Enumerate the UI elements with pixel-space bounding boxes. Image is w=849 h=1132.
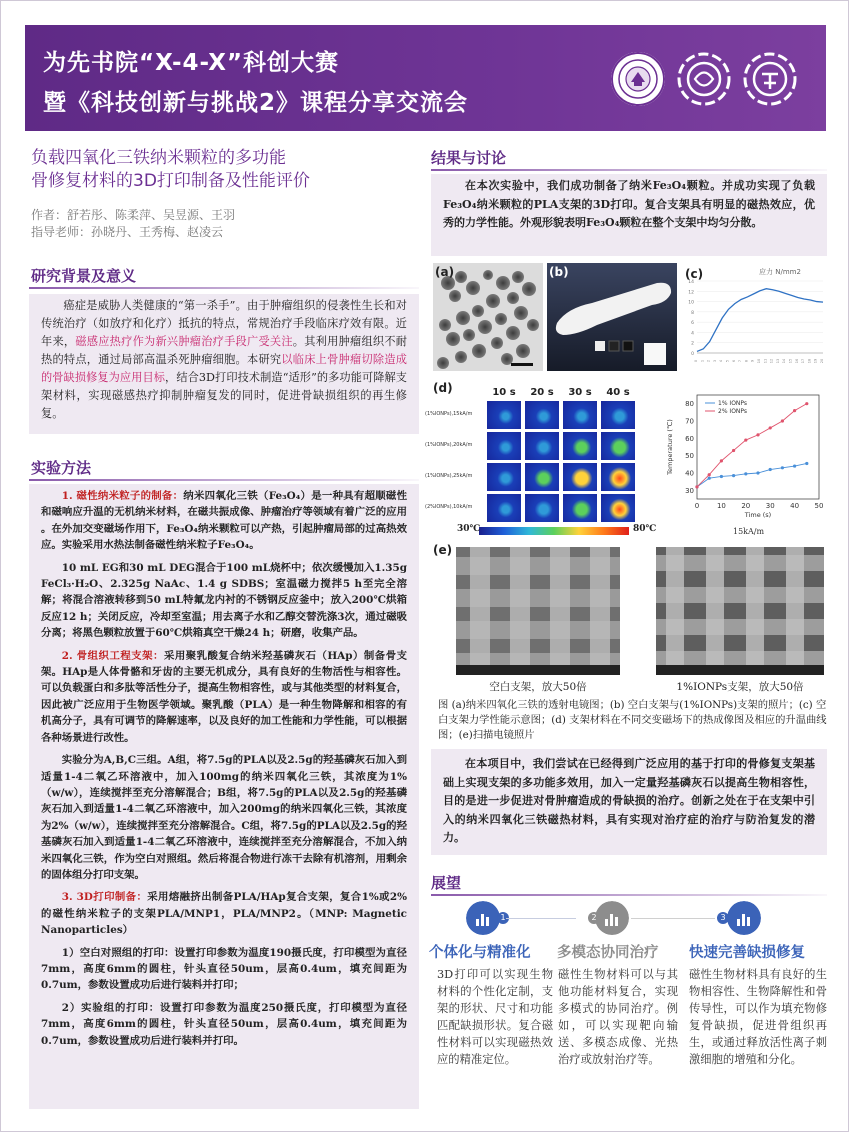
methods-step1-procedure: 10 mL EG和30 mL DEG混合于100 mL烧杯中；依次缓慢加入1.35g FeCl₃·H₂O、2.325g NaAc、1.4 g SDBS；室温磁力搅拌5 h至完全溶解；将混合溶液转移到50 mL特氟龙内衬的不锈钢反应釜中；放入200℃烘箱反应12 h；关闭反应，冷却至室温；用去离子水和乙醇交替洗涤3次，通过磁吸分离；将黑色颗粒放置于60℃烘箱真空干燥24 h；研磨，收集产品。 (41, 561, 407, 640)
authors: 作者：舒若彤、陈柔萍、吴昱源、王羽 (31, 208, 236, 222)
stress-x-tick: 3 (712, 359, 717, 363)
methods-step3-blank: 1）空白对照组的打印：设置打印参数为温度190摄氏度，打印模型为直径7mm，高度6mm的圆柱，针头直径50um，层高0.4um，填充间距为0.7um，参数设置成功后进行装料并打印； (41, 946, 407, 992)
methods-step2: 2. 骨组织工程支架：采用聚乳酸复合纳米羟基磷灰石（HAp）制备骨支架。HAp是人体骨骼和牙齿的主要无机成分，具有良好的生物活性与相容性。可以负载蛋白和多肽等活性分子，提高生物相容性，或与其他类型的材料复合，因此被广泛应用于生物医学领域。聚乳酸（PLA）是一种生物降解和相容的有机高分子，具有可调节的降解速率，以及良好的加工性能和力学性能，可以根据各种场景进行改性。 (41, 649, 407, 744)
thermal-row-label: (1%IONPs),15kA/m (425, 411, 473, 417)
temp-data-point (744, 438, 747, 441)
prospect-connector (506, 918, 576, 919)
bar-chart-icon (466, 901, 500, 935)
temp-y-tick: 70 (685, 417, 694, 426)
figure-label-b: (b) (549, 265, 569, 279)
thermal-colorbar-min: 30℃ (457, 524, 481, 534)
prospect-number: 1 (497, 912, 509, 924)
stress-x-tick: 8 (744, 359, 749, 363)
sem-image-blank-graphic (456, 547, 620, 675)
temp-y-tick: 80 (685, 400, 694, 409)
thermal-image-cell (601, 463, 635, 491)
university-seal-icon (611, 52, 665, 106)
header-title-line2: 暨《科技创新与挑战2》课程分享交流会 (43, 90, 469, 116)
header-banner (25, 25, 826, 131)
advisors: 指导老师：孙晓丹、王秀梅、赵凌云 (31, 225, 224, 239)
thermal-time-label: 40 s (606, 387, 630, 398)
thermal-row-label: (2%IONPs),10kA/m (425, 504, 473, 510)
temp-data-point (756, 471, 759, 474)
scaffold-photo (547, 263, 677, 371)
thermal-image-cell (525, 401, 559, 429)
temp-data-point (781, 419, 784, 422)
thermal-image-cell (525, 463, 559, 491)
stress-y-tick: 12 (688, 290, 694, 296)
temp-y-tick: 60 (685, 434, 694, 443)
temp-y-label: Temperature (℃) (666, 419, 674, 475)
temp-x-tick: 0 (694, 502, 700, 510)
stress-x-tick: 13 (775, 358, 780, 364)
sem-label-blank: 空白支架，放大50倍 (489, 681, 587, 693)
section-divider (29, 479, 419, 481)
prospect-text-2: 磁性生物材料可以与其他功能材料复合，实现多模式的协同治疗。例如，可以实现靶向输送、多模态成像、光热治疗或放射治疗等。 (558, 968, 678, 1066)
thermal-image-cell (487, 401, 521, 429)
stress-x-tick: 7 (738, 359, 743, 363)
prospect-heading: 展望 (431, 874, 462, 892)
methods-box (29, 484, 419, 1109)
stress-x-tick: 18 (807, 358, 812, 364)
temp-data-point (769, 468, 772, 471)
stress-x-tick: 2 (706, 359, 711, 363)
stress-y-tick: 2 (691, 341, 694, 347)
temp-data-point (732, 474, 735, 477)
stress-x-tick: 17 (801, 358, 806, 364)
college-emblem-icon (677, 52, 731, 106)
temp-data-point (769, 426, 772, 429)
temp-data-point (793, 409, 796, 412)
thermal-time-label: 30 s (568, 387, 592, 398)
paper-title: 负载四氧化三铁纳米颗粒的多功能 骨修复材料的3D打印制备及性能评价 (31, 148, 310, 191)
temperature-chart (663, 387, 827, 523)
stress-x-tick: 5 (725, 359, 730, 363)
thermal-time-label: 20 s (530, 387, 554, 398)
stress-x-tick: 11 (763, 358, 768, 364)
stress-series-line (697, 289, 823, 352)
prospect-text-3: 磁性生物材料具有良好的生物相容性、生物降解性和骨传导性，可以作为填充物修复骨缺损，促进骨组织再生，或通过释放活性离子刺激细胞的增殖和分化。 (689, 968, 827, 1066)
thermal-image-cell (487, 463, 521, 491)
bar-chart-icon (727, 901, 761, 935)
stress-x-tick: 16 (794, 358, 799, 364)
section-divider (29, 287, 419, 289)
thermal-image-cell (601, 432, 635, 460)
thermal-colorbar (479, 527, 629, 535)
temp-y-tick: 40 (685, 469, 694, 478)
temp-data-point (708, 473, 711, 476)
sem-label-ionps: 1%IONPs支架，放大50倍 (676, 681, 804, 693)
stress-x-tick: 0 (694, 359, 698, 363)
temp-series-line (697, 404, 807, 487)
stress-unit-label: 应力 N/mm2 (759, 268, 801, 276)
thermal-image-cell (487, 494, 521, 522)
temp-x-tick: 20 (741, 502, 751, 510)
prospect-title-3: 快速完善缺损修复 (689, 945, 805, 961)
results-heading: 结果与讨论 (431, 149, 507, 167)
authors-block (31, 207, 401, 241)
temp-data-point (805, 462, 808, 465)
prospect-number: 3 (717, 912, 729, 924)
prospect-connector (631, 918, 715, 919)
thermal-image-cell (563, 463, 597, 491)
methods-heading: 实验方法 (31, 459, 92, 477)
temp-y-tick: 50 (685, 452, 694, 461)
methods-step3: 3. 3D打印制备：采用熔融挤出制备PLA/HAp复合支架，复合1%或2%的磁性纳米粒子的支架PLA/MNP1，PLA/MNP2。（MNP: Magnetic Nanoparticles） (41, 891, 407, 937)
figure-label-e: (e) (433, 543, 453, 557)
stress-y-tick: 14 (688, 280, 694, 285)
section-divider (431, 169, 827, 171)
stress-x-tick: 20 (820, 358, 824, 364)
conclusion-box (431, 749, 827, 855)
scaffold-photo-graphic (547, 263, 677, 371)
temp-legend-entry: 2% IONPs (718, 408, 748, 416)
temp-data-point (805, 402, 808, 405)
figure-label-a: (a) (435, 265, 455, 279)
thermal-row-label: (1%IONPs),25kA/m (425, 473, 473, 479)
stress-x-tick: 12 (769, 358, 774, 364)
stress-y-tick: 6 (691, 321, 694, 327)
stress-x-tick: 14 (782, 358, 787, 364)
tem-image (433, 263, 543, 371)
temp-x-tick: 50 (814, 502, 824, 510)
stress-x-tick: 15 (788, 358, 793, 364)
stress-y-tick: 0 (691, 352, 694, 357)
figure-label-c: (c) (685, 267, 704, 281)
temp-data-point (720, 475, 723, 478)
thermal-image-cell (563, 432, 597, 460)
thermal-image-cell (563, 494, 597, 522)
temp-series-line (697, 463, 807, 486)
results-summary: 在本次实验中，我们成功制备了纳米Fe₃O₄颗粒。并成功实现了负载Fe₃O₄纳米颗粒的PLA支架的3D打印。复合支架具有明显的磁热效应，优秀的力学性能。外观形貌表明Fe₃O₄颗粒在整个支架中均匀分散。 (443, 179, 815, 229)
stress-x-tick: 4 (719, 359, 724, 363)
temp-x-tick: 40 (790, 502, 800, 510)
thermal-colorbar-max: 80℃ (633, 524, 657, 534)
thermal-image-cell (563, 401, 597, 429)
temp-data-point (732, 449, 735, 452)
thermal-image-cell (525, 432, 559, 460)
stress-y-tick: 4 (691, 331, 694, 337)
temp-data-point (756, 433, 759, 436)
thermal-row-label: (1%IONPs),20kA/m (425, 442, 473, 448)
results-summary-box (431, 174, 827, 256)
temperature-chart-svg (663, 387, 827, 523)
temp-data-point (708, 477, 711, 480)
temp-data-point (744, 472, 747, 475)
temp-data-point (695, 485, 698, 488)
background-paragraph: 癌症是威胁人类健康的“第一杀手”。由于肿瘤组织的侵袭性生长和对传统治疗（如放疗和化疗）抵抗的特点，常规治疗手段临床疗效有限。近年来，磁感应热疗作为新兴肿瘤治疗手段广受关注。其利用肿瘤组织不耐热的特点，通过局部高温杀死肿瘤细胞。本研究以临床上骨肿瘤切除造成的骨缺损修复为应用目标，结合3D打印技术制造“适形”的多功能可降解支架材料，实现磁感热疗抑制肿瘤复发的同时，促进骨缺损组织的再生修复。 (41, 299, 407, 420)
tem-image-graphic (433, 263, 543, 371)
temp-x-label: Time (s) (744, 511, 772, 519)
temp-y-tick: 30 (685, 486, 694, 495)
methods-step3-experiment: 2）实验组的打印：设置打印参数为温度250摄氏度，打印模型为直径7mm，高度6mm的圆柱，针头直径50um，层高0.4um，填充间距为0.7um，参数设置成功后进行装料并打印。 (41, 1001, 407, 1047)
academy-emblem-icon (743, 52, 797, 106)
temp-data-point (793, 464, 796, 467)
temp-plot-frame (697, 395, 819, 499)
stress-x-tick: 6 (731, 359, 736, 363)
sem-image-ionps-graphic (656, 547, 824, 675)
stress-y-tick: 10 (688, 300, 694, 306)
thermal-image-cell (525, 494, 559, 522)
section-divider (431, 894, 827, 896)
stress-x-tick: 1 (700, 359, 705, 363)
conclusion-paragraph: 在本项目中，我们尝试在已经得到广泛应用的基于打印的骨修复支架基础上实现支架的多功能多效用，加入一定量羟基磷灰石以提高生物相容性，目的是进一步促进对骨肿瘤造成的骨缺损的治疗。创新之处在于在支架中引入的纳米四氧化三铁磁热材料，具有实现对治疗症的治疗与防治复发的潜力。 (443, 757, 815, 844)
temp-data-point (781, 466, 784, 469)
bar-chart-icon (595, 901, 629, 935)
figure-caption: 图 (a)纳米四氧化三铁的透射电镜图；(b) 空白支架与(1%IONPs)支架的照片；(c) 空白支架力学性能示意图；(d) 支架材料在不同交变磁场下的热成像图及相应的升温曲线图；(e)扫描电镜照片 (438, 699, 827, 741)
header-title-line1: 为先书院“X-4-X”科创大赛 (43, 50, 340, 76)
temp-x-tick: 10 (716, 502, 726, 510)
background-box (29, 294, 419, 434)
sem-image-ionps (656, 547, 824, 675)
temp-legend-entry: 1% IONPs (718, 400, 748, 408)
temp-x-tick: 30 (765, 502, 775, 510)
thermal-image-cell (601, 401, 635, 429)
thermal-imaging-grid (425, 387, 659, 539)
methods-step1: 1. 磁性纳米粒子的制备：纳米四氧化三铁（Fe₃O₄）是一种具有超顺磁性和磁响应升温的无机纳米材料，在磁共振成像、肿瘤治疗等领域有着广泛的应用 。在外加交变磁场作用下，Fe₃O₄纳米颗粒可以产热，引起肿瘤局部的过高热效应。实验采用水热法制备磁性纳米粒子Fe₃O₄。 (41, 490, 407, 552)
stress-x-tick: 10 (757, 358, 761, 364)
stress-x-tick: 19 (813, 358, 818, 364)
thermal-time-label: 10 s (492, 387, 516, 398)
thermal-image-cell (487, 432, 521, 460)
prospect-title-1: 个体化与精准化 (429, 945, 531, 961)
stress-y-tick: 8 (691, 310, 694, 316)
sem-image-blank (456, 547, 620, 675)
thermal-image-cell (601, 494, 635, 522)
stress-x-tick: 9 (750, 359, 755, 363)
temp-data-point (720, 459, 723, 462)
figure-label-d: (d) (433, 381, 453, 395)
prospect-title-2: 多模态协同治疗 (557, 945, 659, 961)
temperature-field-label: 15kA/m (733, 527, 765, 536)
prospect-text-1: 3D打印可以实现生物材料的个性化定制，支架的形状、尺寸和功能匹配缺损形状。复合磁性材料可以实现磁热效应的精准定位。 (437, 968, 553, 1066)
prospect-number: 2 (588, 912, 600, 924)
background-heading: 研究背景及意义 (31, 267, 137, 285)
methods-step2-groups: 实验分为A,B,C三组。A组，将7.5g的PLA以及2.5g的羟基磷灰石加入到适量1-4二氧乙环溶液中，加入100mg的纳米四氧化三铁，其浓度为1%（w/w），连续搅拌至充分溶解混合；B组，将7.5g的PLA以及2.5g的羟基磷灰石加入到适量1-4二氧乙环溶液中，加入200mg的纳米四氧化三铁，其浓度为2%（w/w），连续搅拌至充分溶解混合。C组，将7.5g的PLA以及2.5g的羟基磷灰石加入到适量1-4二氧乙环溶液中，连续搅拌至充分溶解混合，不加入纳米四氧化三铁，作为空白对照组。然后将混合物进行冻干去除有机溶剂，用剩余的固体组分打印支架。 (41, 754, 407, 881)
